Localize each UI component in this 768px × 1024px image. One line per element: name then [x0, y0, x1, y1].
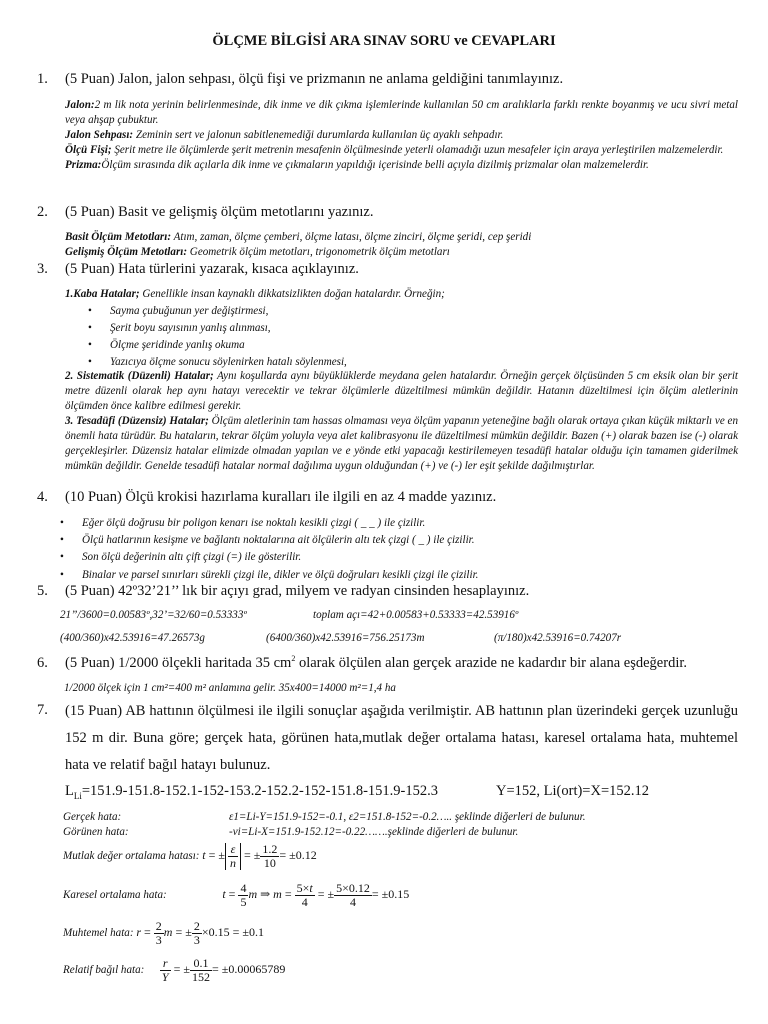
question-number: 7.: [37, 702, 48, 718]
karesel-label: Karesel ortalama hata:: [63, 889, 167, 902]
superscript-2: 2: [291, 654, 296, 663]
term-kaba: 1.Kaba Hatalar;: [65, 288, 140, 300]
li-values: =151.9-151.8-152.1-152-153.2-152.2-152-151.8-151.9-152.3: [81, 783, 438, 799]
term-jalon-sehpasi: Jalon Sehpası:: [65, 129, 134, 141]
definition-kaba: Genellikle insan kaynaklı dikkatsizlikten doğan hatalardır. Örneğin;: [139, 288, 445, 300]
gorunen-hata-text: -vi=Li-X=151.9-152.12=-0.22…….şeklinde diğerleri de bulunur.: [229, 826, 519, 838]
question-text: (5 Puan) Hata türlerini yazarak, kısaca açıklayınız.: [65, 261, 359, 277]
list-item: • Son ölçü değerinin altı çift çizgi (=) ile gösterilir.: [60, 551, 302, 563]
question-text: (10 Puan) Ölçü krokisi hazırlama kuralları ile ilgili en az 4 madde yazınız.: [65, 489, 497, 505]
average-values: Y=152, Li(ort)=X=152.12: [496, 783, 650, 799]
mutlak-label: Mutlak değer ortalama hatası:: [63, 850, 200, 863]
question-number: 5.: [37, 583, 48, 599]
definition-basit: Atım, zaman, ölçme çemberi, ölçme latası, ölçme zinciri, ölçme şeridi, cep şeridi: [171, 231, 532, 243]
definition-tesadufi: Ölçüm aletlerinin tam hassas olmaması veya ölçüm yapanın yeteneğine bağlı olarak ortaya çıkan küçük miktarlı ve en önemli hata türüdür. Bu hataların, tekrar ölçüm yoluyla veya alet kalibrasyonu ile düzeltilmesi mümkün değildir. Bazen (+) olarak bazen ise (-) olarak gerçekleşirler. Düzensiz hatalar elimizde olmadan yapılan ve e yönde etki yapacağı kestirilemeyen tesadüfi hatalar olduğu için tamamen giderilmek mümkün değildir. Genelde tesadüfi hatalar normal dağılıma uygun olduğundan (+) ve (-) ler eşit şekilde dağılmıştırlar.: [65, 415, 738, 472]
question-number: 6.: [37, 654, 48, 671]
radyan-result: (π/180)x42.53916=0.74207r: [494, 632, 622, 644]
question-7-text: (15 Puan) AB hattının ölçülmesi ile ilgili sonuçlar aşağıda verilmiştir. AB hattının plan üzerindeki gerçek uzunluğu 152 m dir. Buna göre; gerçek hata, görünen hata,mutlak değer ortalama hatası, karesel ortalama hata, muhtemel hata ve relatif bağıl hatayı bulunuz.: [65, 703, 738, 773]
definition-olcu-fisi: Şerit metre ile ölçümlerde şerit metrenin mesafenin ölçülmesinde yeterli olamadığı uzun mesafeler için araya yerleştirilen malzemelerdir.: [111, 144, 724, 156]
karesel-result: = ±0.15: [371, 887, 410, 902]
muhtemel-result: ×0.15 = ±0.1: [201, 925, 264, 940]
list-item: • Eğer ölçü doğrusu bir poligon kenarı ise noktalı kesikli çizgi ( _ _ ) ile çizilir.: [60, 517, 426, 529]
question-5: [37, 584, 740, 600]
sistematik-hatalar: [65, 369, 738, 474]
gorunen-hata-label: Görünen hata:: [63, 826, 129, 838]
relatif-formula: Relatif bağıl hata: $\frac{r}{Y}$ = ± $\frac{0.1}{152}$ = ±0.00065789: [63, 956, 286, 984]
list-item: • Yazıcıya ölçme sonucu söylenirken hatalı söylenmesi,: [88, 356, 347, 368]
answer-2: [65, 230, 738, 260]
karesel-formula: Karesel ortalama hata: t = $\frac{4}{5}$ m ⇒ m = $\frac{5\times t}{4}$ = ± $\frac{5\times 0.12}{4}$ = ±0.15: [63, 881, 410, 909]
question-text: (5 Puan) Basit ve gelişmiş ölçüm metotlarını yazınız.: [65, 204, 374, 220]
term-jalon: Jalon:: [65, 99, 95, 111]
question-number: 3.: [37, 261, 48, 277]
list-item: • Sayma çubuğunun yer değiştirmesi,: [88, 305, 269, 317]
question-text: (5 Puan) 1/2000 ölçekli haritada 35 cm: [65, 654, 292, 671]
question-number: 4.: [37, 489, 48, 505]
term-sistematik: 2. Sistematik (Düzenli) Hatalar;: [65, 370, 214, 382]
question-6: [37, 655, 740, 672]
muhtemel-formula: Muhtemel hata: r = $\frac{2}{3}$ m = ± $\frac{2}{3}$ ×0.15 = ±0.1: [63, 919, 264, 947]
mutlak-formula: Mutlak değer ortalama hatası: t = ± $\frac{\varepsilon}{n}$ = ± $\frac{1.2}{10}$ = ±0.12: [63, 842, 317, 870]
question-text-end: olarak ölçülen alan gerçek arazide ne kadardır bir alana eşdeğerdir.: [295, 654, 688, 671]
total-angle: toplam açı=42+0.00583+0.53333=42.53916º: [313, 609, 519, 621]
relatif-result: = ±0.00065789: [211, 962, 286, 977]
question-3: [37, 262, 740, 278]
answer-1: [65, 98, 738, 173]
gercek-hata-text: ε1=Li-Y=151.9-152=-0.1, ε2=151.8-152=-0.2….. şeklinde diğerleri de bulunur.: [229, 811, 586, 823]
term-basit: Basit Ölçüm Metotları:: [65, 231, 172, 243]
page-title: ÖLÇME BİLGİSİ ARA SINAV SORU ve CEVAPLARI: [212, 33, 556, 49]
mutlak-result: = ±0.12: [279, 848, 317, 863]
answer-6: 1/2000 ölçek için 1 cm²=400 m² anlamına gelir. 35x400=14000 m²=1,4 ha: [64, 682, 396, 694]
gercek-hata-label: Gerçek hata:: [63, 811, 122, 823]
question-4: [37, 490, 740, 506]
list-item: • Ölçü hatlarının kesişme ve bağlantı noktalarına ait ölçülerin altı tek çizgi ( _ ) ile çizilir.: [60, 534, 475, 546]
list-item: • Ölçme şeridinde yanlış okuma: [88, 339, 245, 351]
relatif-label: Relatif bağıl hata:: [63, 964, 145, 977]
definition-sistematik: Aynı koşullarda aynı büyüklüklerde meydana gelen hatalardır. Örneğin gerçek ölçüsünden 5 cm eksik olan bir şerit metre düzenli olarak hep aynı hatayı verecektir ve tekrar ölçümlerle düzeltilmesi mümkün değildir. Hatanın düzeltilmesi için ölçüm aletlerinin ölçümden önce kalibre edilmesi gerekir.: [65, 370, 738, 412]
question-text: (5 Puan) Jalon, jalon sehpası, ölçü fişi ve prizmanın ne anlama geldiğini tanımlayınız.: [65, 71, 564, 87]
list-item: • Şerit boyu sayısının yanlış alınması,: [88, 322, 271, 334]
definition-jalon-sehpasi: Zeminin sert ve jalonun sabitlenemediği durumlarda kullanılan üç ayaklı sehpadır.: [133, 129, 504, 141]
muhtemel-label: Muhtemel hata:: [63, 927, 134, 940]
definition-prizma: Ölçüm sırasında dik açılarla dik inme ve çıkmaların yapıldığı içerisinde belli açıyla dizilmiş prizmalar olan malzemelerdir.: [101, 159, 649, 171]
question-number: 1.: [37, 71, 48, 87]
list-item: • Binalar ve parsel sınırları sürekli çizgi ile, dikler ve ölçü doğruları kesikli çizgi ile çizilir.: [60, 569, 479, 581]
term-olcu-fisi: Ölçü Fişi;: [65, 144, 112, 156]
kaba-hatalar: [65, 287, 738, 302]
question-2: [37, 205, 740, 221]
question-number: 2.: [37, 204, 48, 220]
definition-gelismis: Geometrik ölçüm metotları, trigonometrik ölçüm metotları: [187, 246, 450, 258]
question-1: [37, 72, 740, 88]
term-tesadufi: 3. Tesadüfi (Düzensiz) Hatalar;: [65, 415, 209, 427]
milyem-result: (6400/360)x42.53916=756.25173m: [266, 632, 425, 644]
definition-jalon: 2 m lik nota yerinin belirlenmesinde, dik inme ve dik çıkma işlemlerinde kullanılan 50 cm aralıklarla farklı renkte boyanmış ve ucu sivri metal veya ahşap çubuktur.: [65, 99, 738, 126]
li-label: $L_{Li}$: [65, 783, 82, 801]
conversion-seconds-minutes: 21’’/3600=0.00583º,32’=32/60=0.53333º: [60, 609, 247, 621]
question-text: (5 Puan) 42º32’21’’ lık bir açıyı grad, milyem ve radyan cinsinden hesaplayınız.: [65, 583, 530, 599]
grad-result: (400/360)x42.53916=47.26573g: [60, 632, 205, 644]
term-prizma: Prizma:: [65, 159, 102, 171]
term-gelismis: Gelişmiş Ölçüm Metotları:: [65, 246, 188, 258]
